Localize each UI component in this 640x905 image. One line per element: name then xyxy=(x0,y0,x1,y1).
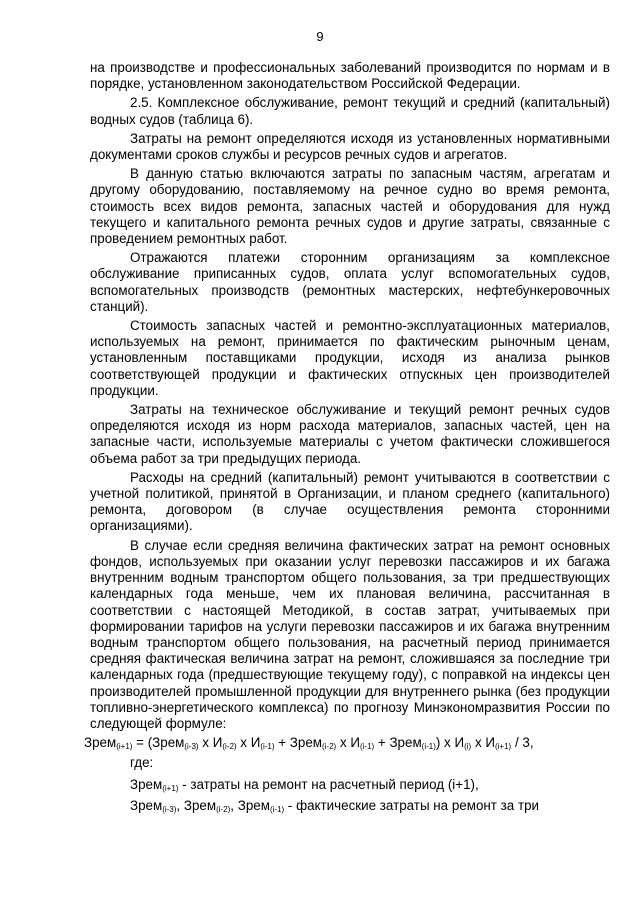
where-label: где: xyxy=(130,755,154,771)
paragraph: Отражаются платежи сторонним организациям за комплексное обслуживание приписанных судов, оплата услуг вспомогательных судов, вспомогательных производств (ремонтных мастерских, нефтебункеровочных станций). xyxy=(90,250,610,314)
paragraph: Расходы на средний (капитальный) ремонт учитываются в соответствии с учетной политикой, принятой в Организации, и планом среднего (капитального) ремонта, договором (в случае осуществления ремонта сторонними организациями). xyxy=(90,469,610,534)
page-number: 9 xyxy=(316,29,324,44)
formula: Зрем$_{(i+1)}$ = (Зрем$_{(i-3)}$ х $И_{(i-2)}$ х $И_{(i-1)}$ + Зрем$_{(i-2)}$ х $И_{(i-1)}$ + Зрем$_{(i-1)}$) х $И_{(i)}$ х $И_{(i+1)} / 3$, xyxy=(84,735,534,752)
paragraph: Затраты на техническое обслуживание и текущий ремонт речных судов определяются исходя из норм расхода материалов, запасных частей, цен на запасные части, используемые материалы с учетом фактически сложившегося объема работ за три предыдущих периода. xyxy=(90,402,610,466)
paragraph: В случае если средняя величина фактических затрат на ремонт основных фондов, используемых при оказании услуг перевозки пассажиров и их багажа внутренним водным транспортом общего пользования, за три предшествующих календарных года меньше, чем их плановая величина, рассчитанная в соответствии с настоящей Методикой, в состав затрат, учитываемых при формировании тарифов на услуги перевозки пассажиров и их багажа внутренним водным транспортом общего пользования, на расчетный период принимается средняя фактическая величина затрат на ремонт, сложившаяся за последние три календарных года (предшествующие текущему году), с поправкой на индексы цен производителей промышленной продукции для внутреннего рынка (без продукции топливно-энергетического комплекса) по прогнозу Минэкономразвития России по следующей формуле: xyxy=(90,537,610,731)
section-heading: 2.5. Комплексное обслуживание, ремонт текущий и средний (капитальный) водных судов (таблица 6). xyxy=(90,95,610,127)
paragraph: Затраты на ремонт определяются исходя из установленных нормативными документами сроков службы и ресурсов речных судов и агрегатов. xyxy=(90,130,610,163)
paragraph: на производстве и профессиональных заболеваний производится по нормам и в порядке, установленном законодательством Российской Федерации. xyxy=(90,60,610,92)
paragraph: В данную статью включаются затраты по запасным частям, агрегатам и другому оборудованию, поставляемому на речное судно во время ремонта, стоимость всех видов ремонта, запасных частей и оборудования для нужд текущего и капитального ремонта речных судов и другие затраты, связанные с проведением ремонтных работ. xyxy=(90,166,610,247)
definition-item: Зрем$_{(i+1)}$ - затраты на ремонт на расчетный период (i+1), xyxy=(130,776,479,793)
paragraph: Стоимость запасных частей и ремонтно-эксплуатационных материалов, используемых на ремонт, принимается по фактическим рыночным ценам, установленным поставщиками продукции, исходя из анализа рынков соответствующей продукции и фактических отпускных цен производителей продукции. xyxy=(90,318,610,398)
document-body xyxy=(84,60,610,819)
definition-item: Зрем$_{(i-3)}$, Зрем$_{(i-2)}$, Зрем$_{(i-1)}$ - фактические затраты на ремонт за три xyxy=(130,797,540,814)
